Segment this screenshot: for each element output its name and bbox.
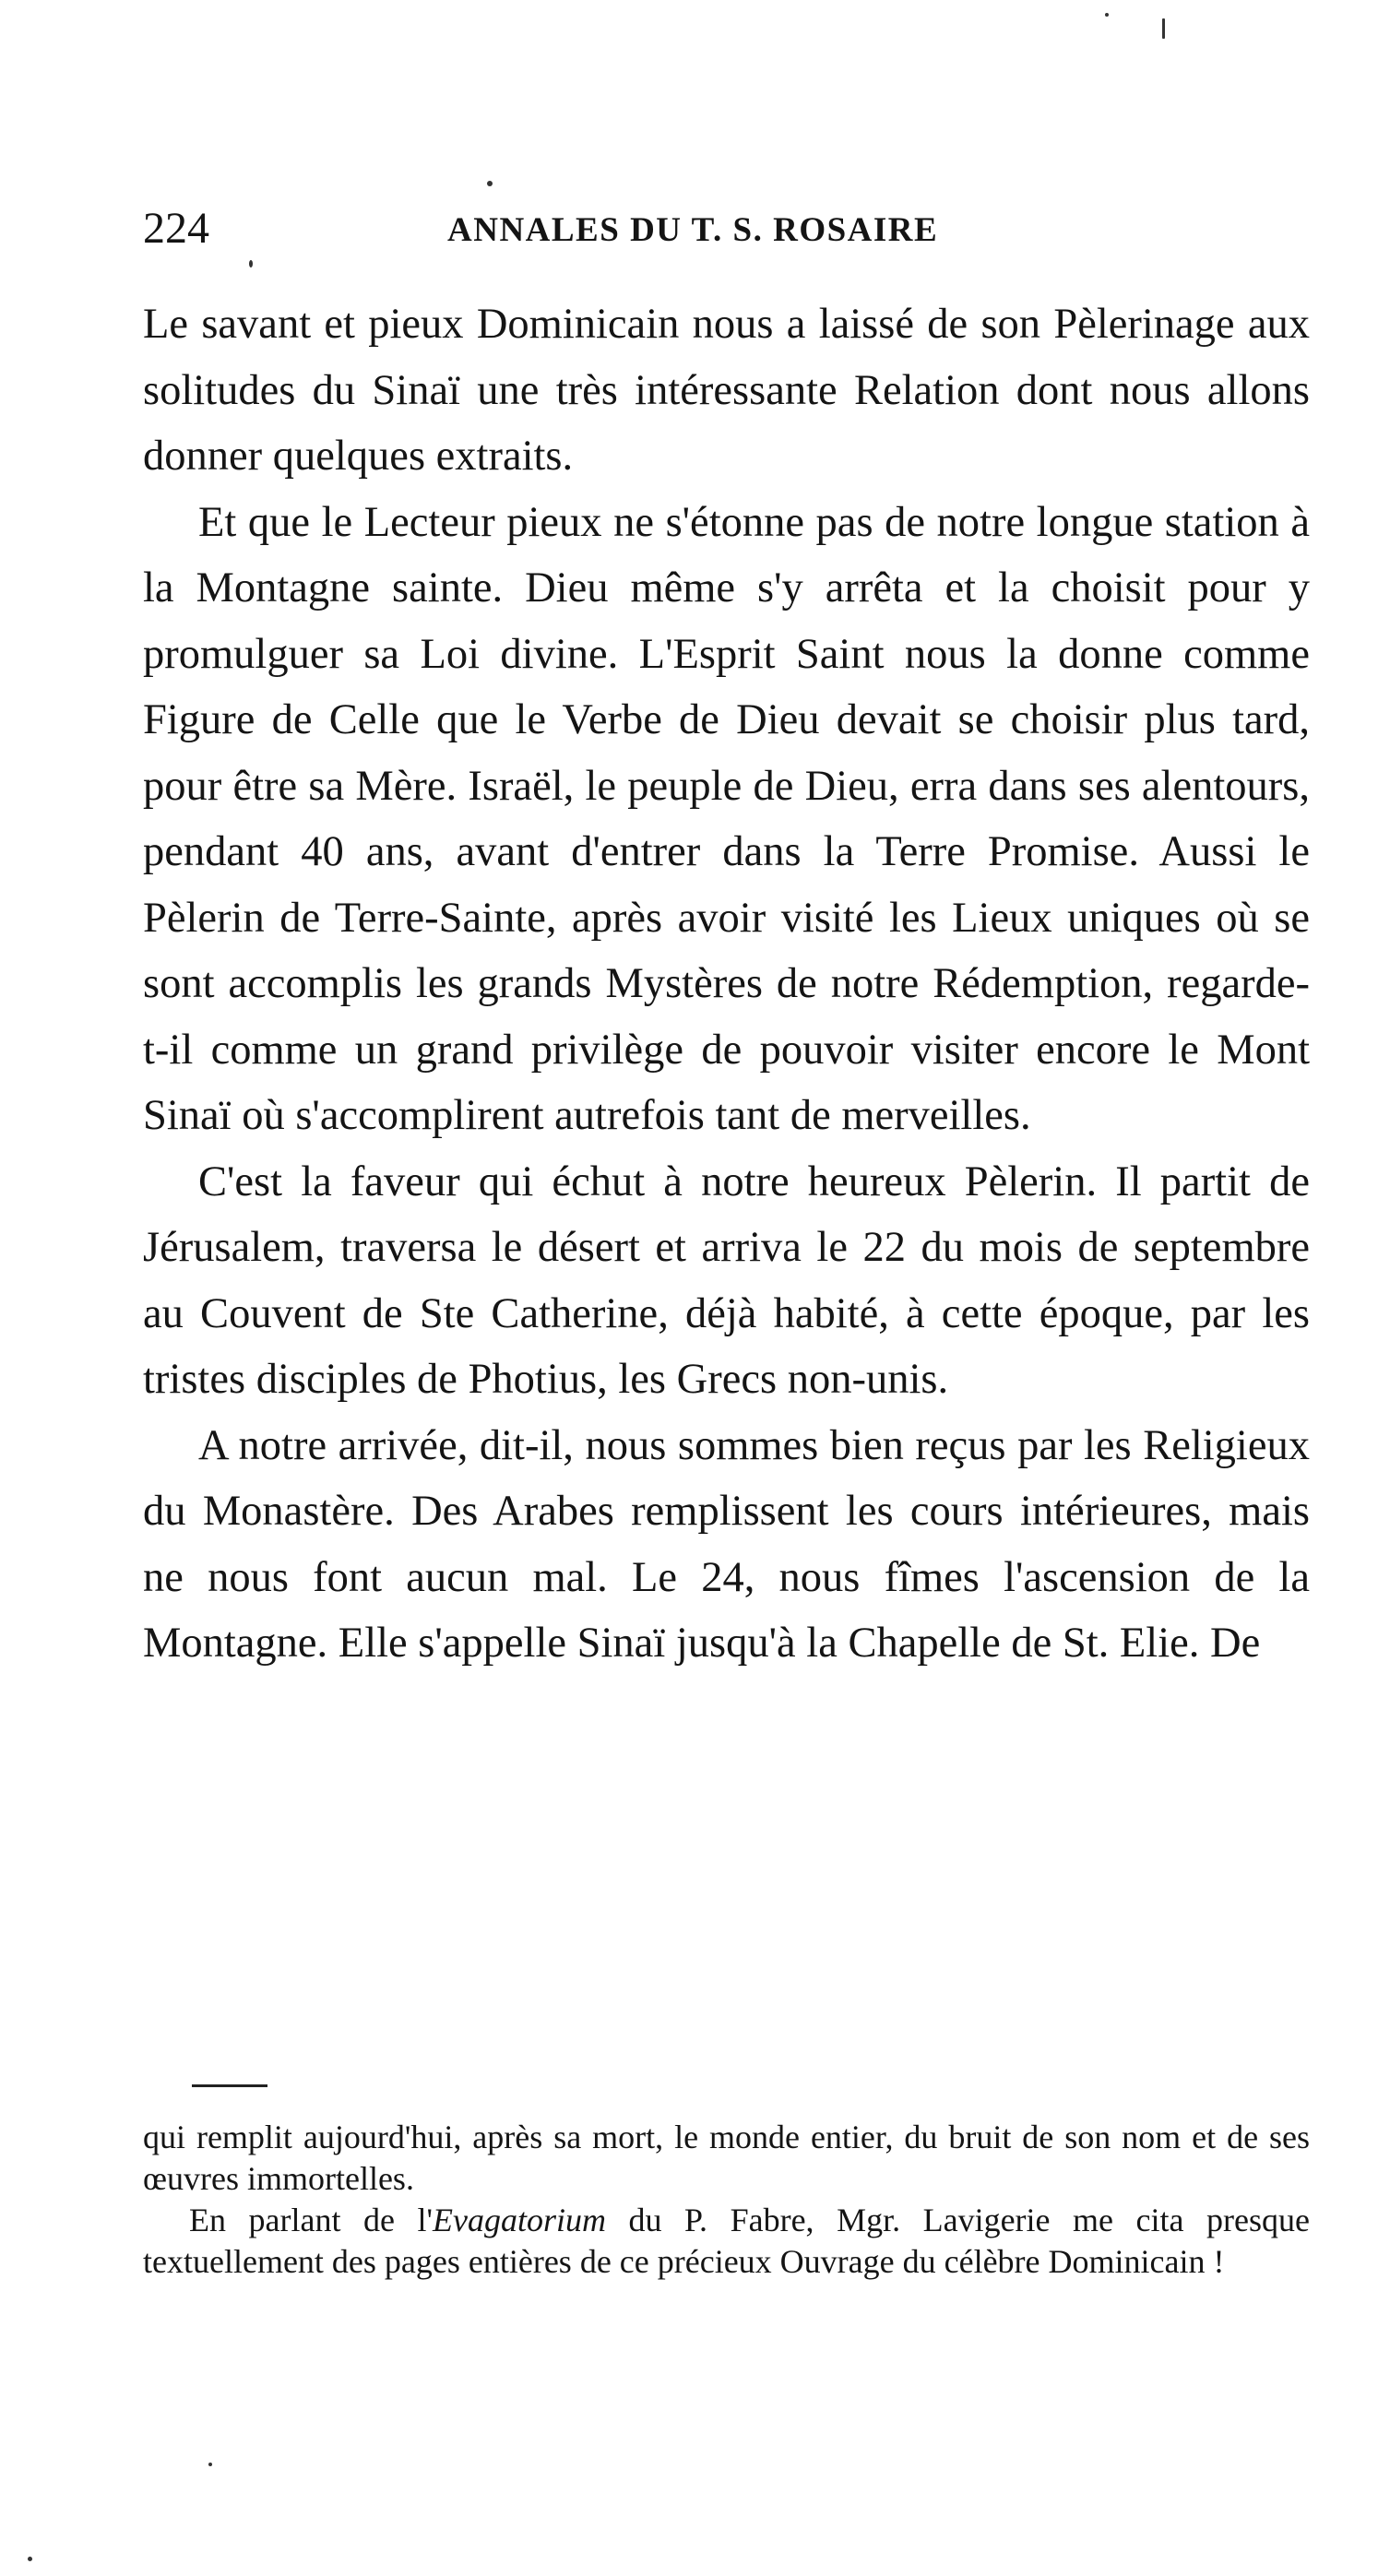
footnote	[143, 2200, 1310, 2283]
paragraph: Le savant et pieux Dominicain nous a laissé de son Pèlerinage aux solitudes du Sinaï une très intéressante Relation dont nous allons donner quelques extraits.	[143, 301, 1310, 480]
page-number: 224	[143, 204, 209, 253]
footnote-book-title: Evagatorium	[432, 2202, 606, 2238]
paragraph: A notre arrivée, dit-il, nous sommes bien reçus par les Religieux du Monastère. Des Arabes remplissent les cours intérieures, mais ne nous font aucun mal. Le 24, nous fîmes l'ascension de la Montagne. Elle s'appelle Sinaï jusqu'à la Chapelle de St. Elie. De	[143, 1421, 1310, 1667]
speck-mark	[1105, 13, 1109, 17]
footnote-text: du P. Fabre, Mgr. Lavigerie me cita presque textuellement des pages entières de ce précieux Ouvrage du célèbre Dominicain !	[143, 2202, 1310, 2280]
running-head: ANNALES DU T. S. ROSAIRE	[447, 211, 939, 249]
speck-mark	[208, 2463, 212, 2466]
speck-mark	[1162, 18, 1165, 39]
footnote-text: En parlant de l'	[189, 2202, 433, 2238]
speck-mark	[28, 2557, 32, 2561]
footnote-rule	[192, 2084, 267, 2087]
paragraph: Et que le Lecteur pieux ne s'étonne pas de notre longue station à la Montagne sainte. Dieu même s'y arrêta et la choisit pour y promulguer sa Loi divine. L'Esprit Saint nous la donne comme Figure de Celle que le Verbe de Dieu devait se choisir plus tard, pour être sa Mère. Israël, le peuple de Dieu, erra dans ses alentours, pendant 40 ans, avant d'entrer dans la Terre Promise. Aussi le Pèlerin de Terre-Sainte, après avoir visité les Lieux uniques où se sont accomplis les grands Mystères de notre Rédemption, regarde-t-il comme un grand privilège de pouvoir visiter encore le Mont Sinaï où s'accomplirent autrefois tant de merveilles.	[143, 498, 1310, 1139]
body-text	[143, 291, 1310, 1677]
speck-mark	[249, 260, 253, 267]
footnote-continuation: qui remplit aujourd'hui, après sa mort, le monde entier, du bruit de son nom et de ses œuvres immortelles.	[143, 2119, 1310, 2197]
speck-mark	[487, 181, 493, 186]
footnotes	[143, 2117, 1310, 2283]
paragraph: C'est la faveur qui échut à notre heureux Pèlerin. Il partit de Jérusalem, traversa le désert et arriva le 22 du mois de septembre au Couvent de Ste Catherine, déjà habité, à cette époque, par les tristes disciples de Photius, les Grecs non-unis.	[143, 1157, 1310, 1403]
page-header	[143, 201, 1310, 256]
